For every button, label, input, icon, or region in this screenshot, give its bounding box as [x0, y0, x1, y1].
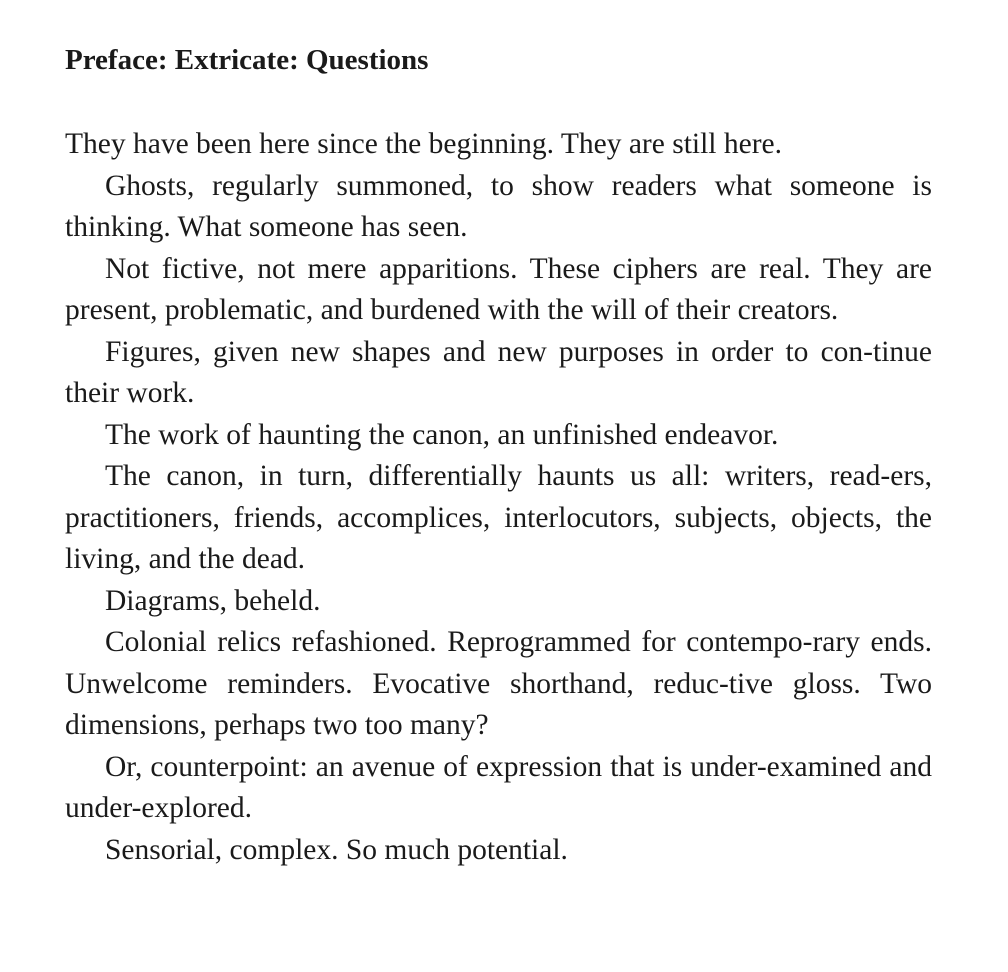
paragraph-8: Colonial relics refashioned. Reprogrammed for contempo-rary ends. Unwelcome reminders. Evocative shorthand, reduc-tive gloss. Two dimensions, perhaps two too many?	[65, 626, 932, 741]
preface-heading: Preface: Extricate: Questions	[65, 44, 429, 76]
paragraph-9: Or, counterpoint: an avenue of expression that is under-examined and under-explored.	[65, 750, 932, 824]
document-page	[65, 38, 932, 871]
paragraph-3: Not fictive, not mere apparitions. These ciphers are real. They are present, problematic, and burdened with the will of their creators.	[65, 252, 932, 326]
paragraph-6: The canon, in turn, differentially haunts us all: writers, read-ers, practitioners, friends, accomplices, interlocutors, subjects, objects, the living, and the dead.	[65, 460, 932, 575]
paragraph-7: Diagrams, beheld.	[105, 584, 321, 617]
paragraph-5: The work of haunting the canon, an unfinished endeavor.	[105, 418, 779, 451]
paragraph-1: They have been here since the beginning. They are still here.	[65, 128, 783, 160]
paragraph-4: Figures, given new shapes and new purposes in order to con-tinue their work.	[65, 335, 932, 409]
paragraph-10: Sensorial, complex. So much potential.	[105, 833, 568, 866]
paragraph-2: Ghosts, regularly summoned, to show readers what someone is thinking. What someone has seen.	[65, 169, 932, 243]
